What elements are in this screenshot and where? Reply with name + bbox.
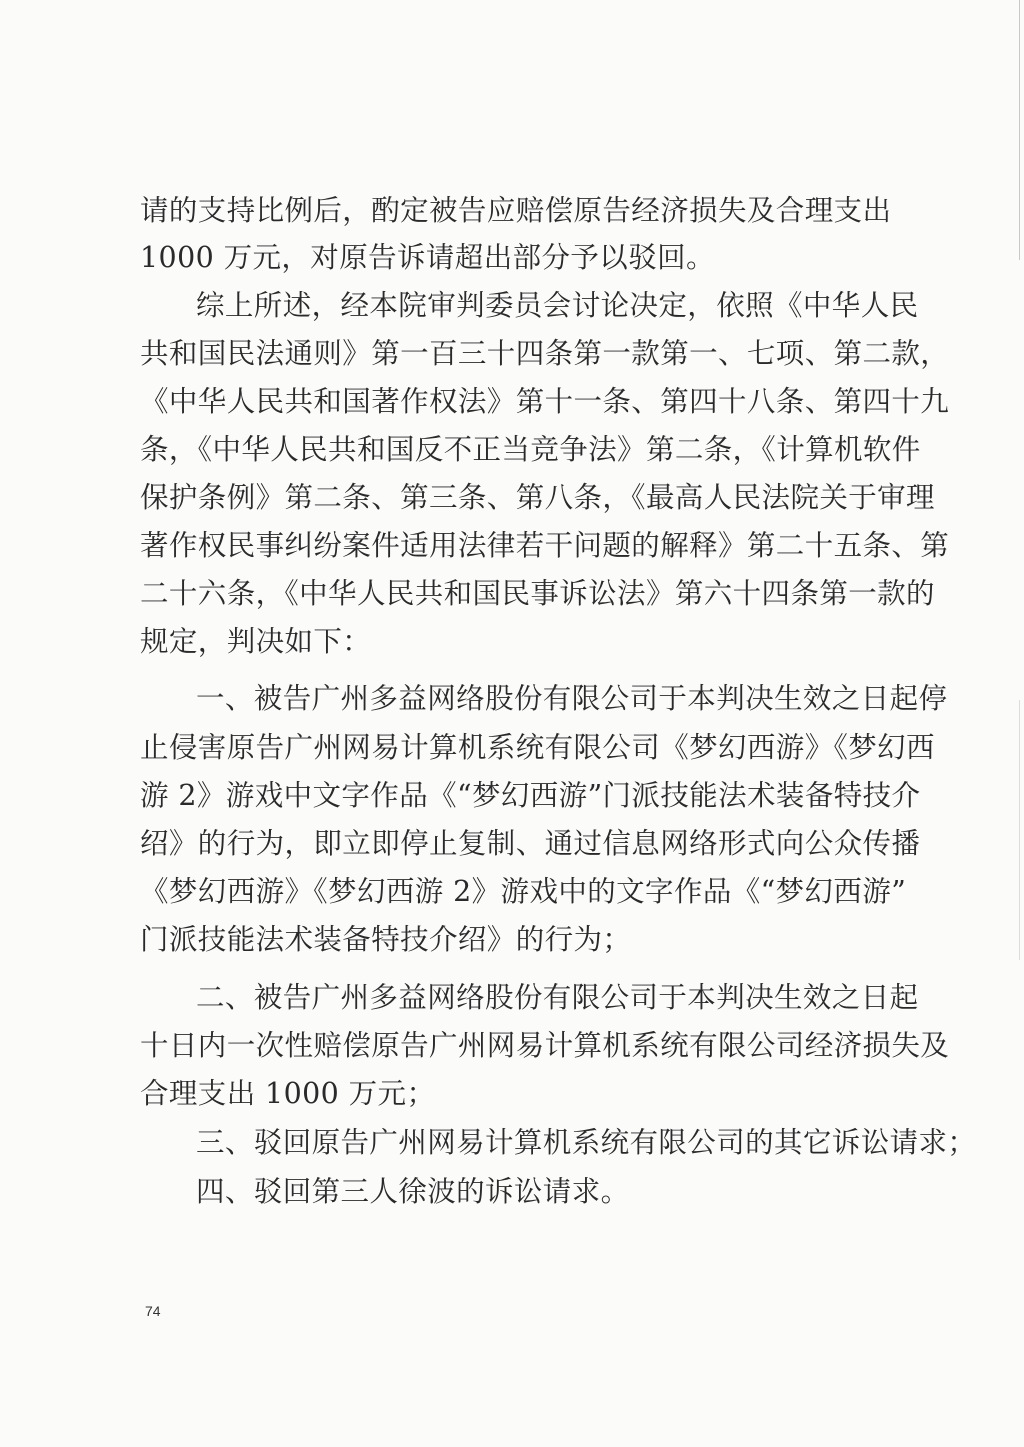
- text-line-21: 四、驳回第三人徐波的诉讼请求。: [196, 1175, 630, 1208]
- text-line-2: 1000 万元，对原告诉请超出部分予以驳回。: [140, 241, 715, 274]
- text-line-1: 请的支持比例后，酌定被告应赔偿原告经济损失及合理支出: [140, 194, 892, 227]
- text-line-14: 绍》的行为，即立即停止复制、通过信息网络形式向公众传播: [140, 827, 921, 860]
- text-line-18: 十日内一次性赔偿原告广州网易计算机系统有限公司经济损失及: [140, 1029, 950, 1062]
- text-line-4: 共和国民法通则》第一百三十四条第一款第一、七项、第二款，: [140, 337, 950, 370]
- text-line-12: 止侵害原告广州网易计算机系统有限公司《梦幻西游》《梦幻西: [140, 731, 935, 764]
- text-line-17: 二、被告广州多益网络股份有限公司于本判决生效之日起: [196, 981, 919, 1014]
- text-line-3: 综上所述，经本院审判委员会讨论决定，依照《中华人民: [196, 289, 919, 322]
- text-line-20: 三、驳回原告广州网易计算机系统有限公司的其它诉讼请求；: [196, 1126, 977, 1159]
- text-line-9: 二十六条，《中华人民共和国民事诉讼法》第六十四条第一款的: [140, 577, 935, 610]
- text-line-8: 著作权民事纠纷案件适用法律若干问题的解释》第二十五条、第: [140, 529, 950, 562]
- scan-edge-mark-lower: [1019, 700, 1020, 960]
- scan-edge-mark: [1019, 0, 1020, 260]
- text-line-7: 保护条例》第二条、第三条、第八条，《最高人民法院关于审理: [140, 481, 935, 514]
- text-line-11: 一、被告广州多益网络股份有限公司于本判决生效之日起停: [196, 682, 948, 715]
- text-line-6: 条，《中华人民共和国反不正当竞争法》第二条，《计算机软件: [140, 433, 921, 466]
- text-line-19: 合理支出 1000 万元；: [140, 1077, 436, 1110]
- text-line-16: 门派技能法术装备特技介绍》的行为；: [140, 923, 632, 956]
- page-number: 74: [145, 1303, 161, 1319]
- text-line-15: 《梦幻西游》《梦幻西游 2》游戏中的文字作品《“梦幻西游”: [140, 875, 907, 908]
- text-line-5: 《中华人民共和国著作权法》第十一条、第四十八条、第四十九: [140, 385, 950, 418]
- text-line-13: 游 2》游戏中文字作品《“梦幻西游”门派技能法术装备特技介: [140, 779, 921, 812]
- text-line-10: 规定，判决如下：: [140, 625, 372, 658]
